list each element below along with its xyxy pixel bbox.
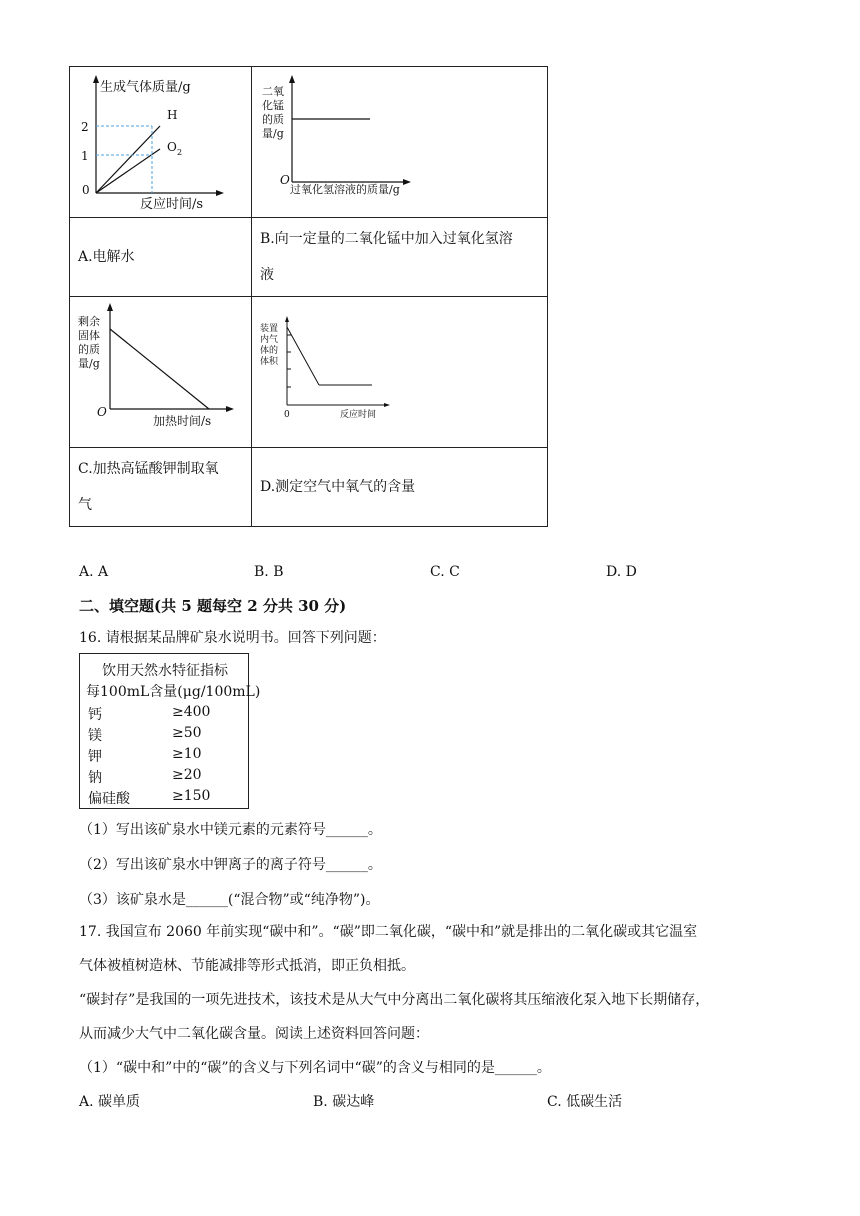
q17-line1: 17. 我国宣布 2060 年前实现“碳中和”。“碳”即二氧化碳，“碳中和”就是排出的二氧化碳或其它温室 (79, 924, 698, 940)
graph-d-y-label-1: 装置 (260, 324, 279, 334)
caption-cell-d (252, 448, 548, 527)
graph-c (70, 297, 251, 443)
caption-cell-c (70, 448, 252, 527)
graph-a-tick-1: 1 (81, 149, 89, 163)
graph-a-origin: 0 (82, 183, 90, 197)
q16-sub2: （2）写出该矿泉水中钾离子的离子符号______。 (79, 857, 382, 873)
mineral-row-value: ≥400 (172, 704, 211, 720)
q17-line2: 气体被植树造林、节能减排等形式抵消，即正负相抵。 (79, 958, 415, 974)
q16-stem: 16. 请根据某品牌矿泉水说明书。回答下列问题： (79, 630, 386, 646)
mineral-row-name: 偏硅酸 (88, 791, 130, 807)
option-d: D. D (606, 564, 637, 580)
graph-d-y-label-2: 内气 (260, 335, 279, 345)
option-b: B. B (254, 564, 284, 580)
graph-c-y-label-2: 固体 (78, 329, 100, 342)
caption-c-line1: C.加热高锰酸钾制取氧 (78, 461, 219, 477)
caption-d: D.测定空气中氧气的含量 (260, 479, 416, 495)
q17-line3: “碳封存”是我国的一项先进技术，该技术是从大气中分离出二氧化碳将其压缩液化泵入地下长期储存， (79, 992, 710, 1008)
graph-c-x-label: 加热时间/s (153, 414, 212, 428)
graph-c-y-label-3: 的质 (78, 343, 100, 356)
mineral-row-name: 钾 (88, 749, 102, 765)
graph-c-origin: O (97, 405, 107, 419)
q17-line4: 从而减少大气中二氧化碳含量。阅读上述资料回答问题： (79, 1026, 429, 1042)
graph-b (252, 67, 547, 213)
caption-cell-b (252, 218, 548, 297)
mineral-water-table (79, 653, 261, 809)
mineral-row-value: ≥20 (172, 767, 202, 783)
mineral-row-value: ≥50 (172, 725, 202, 741)
graph-cell-b (252, 67, 548, 218)
caption-b-line1: B.向一定量的二氧化锰中加入过氧化氢溶 (260, 231, 513, 247)
graph-c-y-label-1: 剩余 (78, 315, 100, 328)
q17-option-a: A. 碳单质 (79, 1094, 141, 1110)
graph-cell-c (70, 297, 252, 448)
graph-cell-d (252, 297, 548, 448)
graph-table (69, 66, 548, 527)
graph-b-y-label-3: 的质 (262, 113, 284, 126)
graph-a-label-o2-sub: 2 (177, 148, 183, 157)
graph-b-y-label-2: 化锰 (262, 99, 284, 112)
caption-c-line2: 气 (78, 497, 92, 513)
mineral-row-name: 钙 (88, 707, 102, 723)
option-c: C. C (430, 564, 460, 580)
caption-b-line2: 液 (260, 267, 274, 283)
q17-option-b: B. 碳达峰 (313, 1094, 375, 1110)
graph-d (252, 297, 547, 443)
graph-d-y-label-3: 体的 (260, 346, 279, 356)
graph-b-y-label-1: 二氧 (262, 85, 284, 98)
graph-a-label-o2: O (167, 140, 177, 154)
q17-sub1: （1）“碳中和”中的“碳”的含义与下列名词中“碳”的含义与相同的是______。 (79, 1060, 551, 1076)
graph-a-y-label: 生成气体质量/g (100, 80, 191, 95)
mineral-row-name: 钠 (88, 770, 102, 786)
q16-sub3: （3）该矿泉水是______(“混合物”或“纯净物”)。 (79, 892, 380, 908)
caption-a: A.电解水 (78, 249, 135, 265)
option-a: A. A (79, 564, 109, 580)
graph-a-x-label: 反应时间/s (140, 197, 204, 212)
section-title: 二、填空题(共 5 题每空 2 分共 30 分) (79, 597, 347, 615)
graph-b-x-label: 过氧化氢溶液的质量/g (290, 183, 400, 196)
caption-cell-a (70, 218, 252, 297)
mineral-table-subtitle: 每100mL含量(μg/100mL) (86, 684, 261, 700)
mineral-table-title: 饮用天然水特征指标 (102, 663, 228, 679)
graph-d-x-label: 反应时间 (340, 410, 377, 420)
mineral-row-name: 镁 (88, 728, 102, 744)
graph-d-y-label-4: 体积 (260, 357, 279, 367)
graph-a-label-h: H (167, 108, 178, 122)
graph-c-y-label-4: 量/g (78, 357, 100, 370)
graph-a-tick-2: 2 (81, 120, 89, 134)
mineral-row-value: ≥10 (172, 746, 202, 762)
graph-cell-a (70, 67, 252, 218)
graph-b-origin: O (280, 173, 290, 187)
graph-b-y-label-4: 量/g (262, 127, 284, 140)
graph-d-origin: 0 (284, 410, 290, 420)
q16-sub1: （1）写出该矿泉水中镁元素的元素符号______。 (79, 822, 382, 838)
mineral-row-value: ≥150 (172, 788, 211, 804)
graph-a (70, 67, 251, 213)
q17-option-c: C. 低碳生活 (547, 1094, 623, 1110)
